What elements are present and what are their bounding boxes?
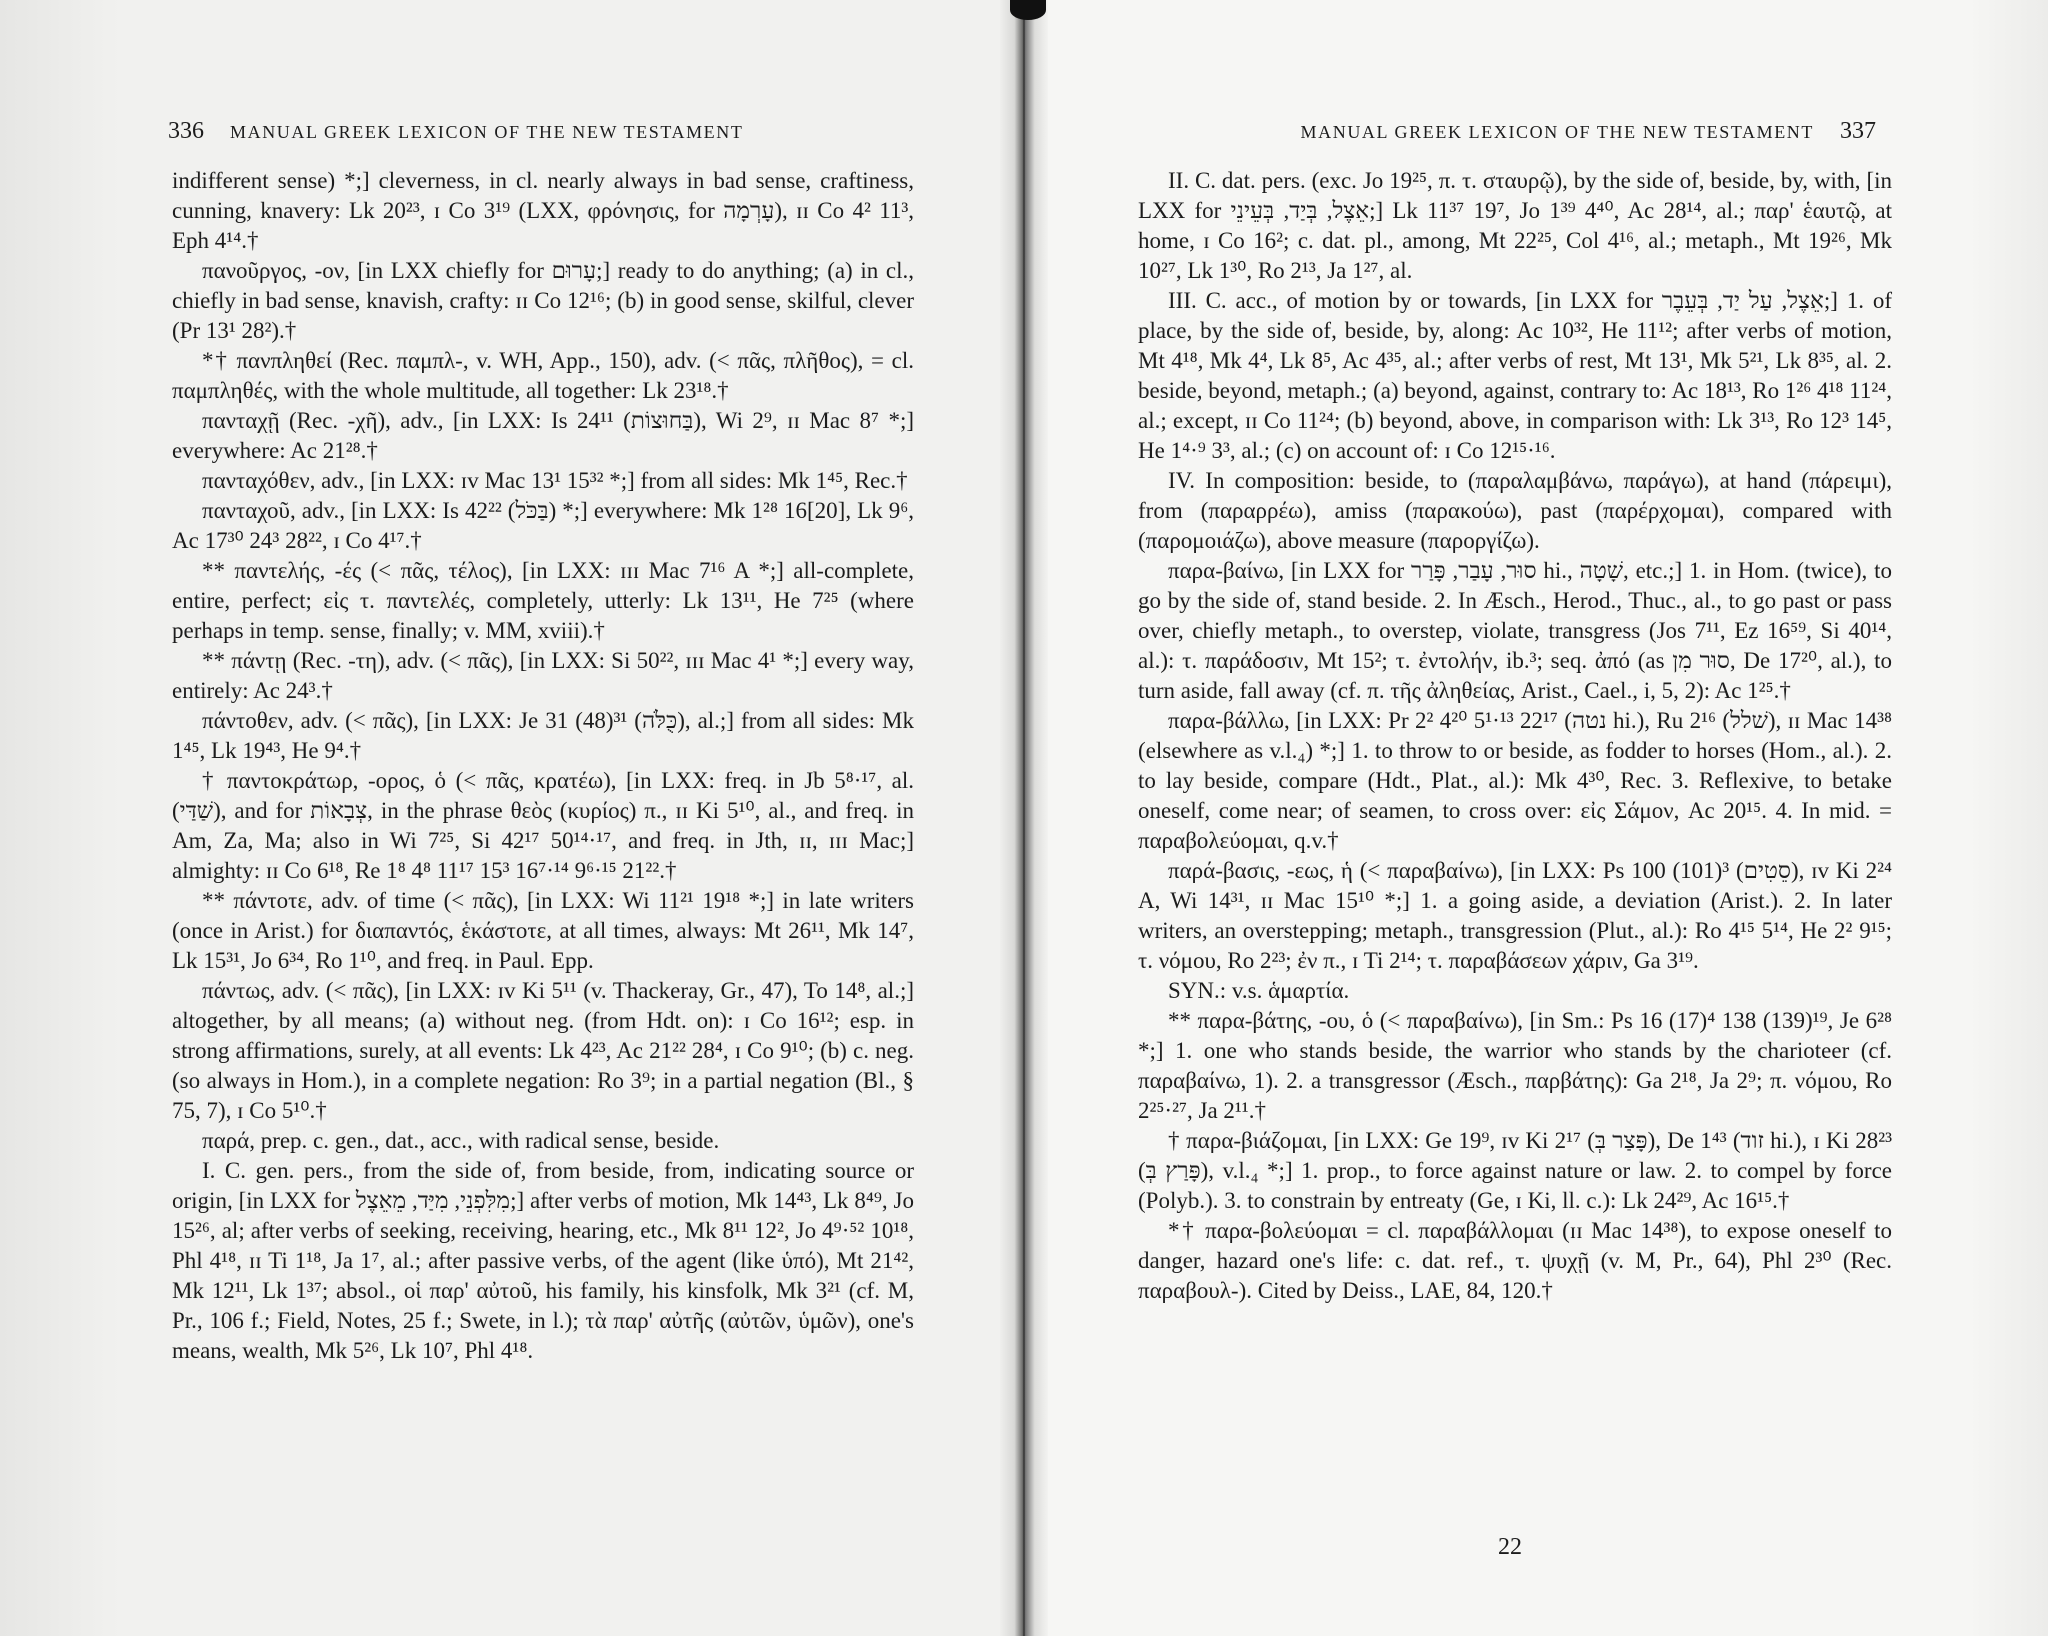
- right-running-head: [1176, 118, 1876, 145]
- lexicon-entry: SYN.: v.s. ἁμαρτία.: [1168, 978, 1350, 1003]
- right-text-column: [1138, 166, 1892, 1306]
- lexicon-entry: πανταχοῦ, adv., [in LXX: Is 42²² (בַּכֹּל) *;] everywhere: Mk 1²⁸ 16[20], Lk 9⁶, Ac 17³⁰ 24³ 28²², ɪ Co 4¹⁷.†: [172, 498, 914, 553]
- lexicon-entry: παρα-βάλλω, [in LXX: Pr 2² 4²⁰ 5¹·¹³ 22¹⁷ (נטה hi.), Ru 2¹⁶ (שׁלל), ɪɪ Mac 14³⁸ (elsewhere as v.l.₄) *;] 1. to throw to or beside, as fodder to horses (Hom., al.). 2. to lay beside, compare (Hdt., Plat., al.): Mk 4³⁰, Rec. 3. Reflexive, to betake oneself, come near; of seamen, to cross over: εἰς Σάμον, Ac 20¹⁵. 4. In mid. = παραβολεύομαι, q.v.†: [1138, 708, 1892, 853]
- lexicon-entry: παρά, prep. c. gen., dat., acc., with radical sense, beside.: [202, 1128, 720, 1153]
- left-text-column: [172, 166, 914, 1366]
- lexicon-entry: † παρα-βιάζομαι, [in LXX: Ge 19⁹, ɪᴠ Ki 2¹⁷ (פָּצַר בְּ), De 1⁴³ (זוד hi.), ɪ Ki 28²³ (פָּרַץ בְּ), v.l.₄ *;] 1. prop., to force against nature or law. 2. to compel by force (Polyb.). 3. to constrain by entreaty (Ge, ɪ Ki, ll. c.): Lk 24²⁹, Ac 16¹⁵.†: [1138, 1128, 1892, 1213]
- lexicon-entry: πάντως, adv. (< πᾶς), [in LXX: ɪᴠ Ki 5¹¹ (v. Thackeray, Gr., 47), To 14⁸, al.;] altogether, by all means; (a) without neg. (from Hdt. on): ɪ Co 16¹²; esp. in strong affirmations, surely, at all events: Lk 4²³, Ac 21²² 28⁴, ɪ Co 9¹⁰; (b) c. neg. (so always in Hom.), in a complete negation: Ro 3⁹; in a partial negation (Bl., § 75, 7), ɪ Co 5¹⁰.†: [172, 978, 914, 1123]
- lexicon-entry: πανοῦργος, -ον, [in LXX chiefly for עָרוּם;] ready to do anything; (a) in cl., chiefly in bad sense, knavish, crafty: ɪɪ Co 12¹⁶; (b) in good sense, skilful, clever (Pr 13¹ 28²).†: [172, 258, 914, 343]
- lexicon-entry: I. C. gen. pers., from the side of, from beside, from, indicating source or origin, [in LXX for מִלִּפְנֵי, מִיַּד, מֵאֵצֶל;] after verbs of motion, Mk 14⁴³, Lk 8⁴⁹, Jo 15²⁶, al; after verbs of seeking, receiving, hearing, etc., Mk 8¹¹ 12², Jo 4⁹·⁵² 10¹⁸, Phl 4¹⁸, ɪɪ Ti 1¹⁸, Ja 1⁷, al.; after passive verbs, of the agent (like ὑπό), Mt 21⁴², Mk 12¹¹, Lk 1³⁷; absol., οἱ παρ' αὐτοῦ, his family, his kinsfolk, Mk 3²¹ (cf. M, Pr., 106 f.; Field, Notes, 25 f.; Swete, in l.); τὰ παρ' αὐτῆς (αὐτῶν, ὑμῶν), one's means, wealth, Mk 5²⁶, Lk 10⁷, Phl 4¹⁸.: [172, 1158, 915, 1363]
- left-page-number: 336: [168, 118, 204, 144]
- page-edge-shadow: [1968, 0, 2048, 1636]
- lexicon-entry: II. C. dat. pers. (exc. Jo 19²⁵, π. τ. σταυρῷ), by the side of, beside, by, with, [in LXX for אֵצֶל, בְּיַד, בְּעֵינֵי;] Lk 11³⁷ 19⁷, Jo 1³⁹ 4⁴⁰, Ac 28¹⁴, al.; παρ' ἑαυτῷ, at home, ɪ Co 16²; c. dat. pl., among, Mt 22²⁵, Col 4¹⁶, al.; metaph., Mt 19²⁶, Mk 10²⁷, Lk 1³⁰, Ro 2¹³, Ja 1²⁷, al.: [1138, 168, 1892, 283]
- lexicon-entry: πάντοθεν, adv. (< πᾶς), [in LXX: Je 31 (48)³¹ (כֻּלֹּה), al.;] from all sides: Mk 1⁴⁵, Lk 19⁴³, He 9⁴.†: [172, 708, 914, 763]
- lexicon-entry: ** πάντοτε, adv. of time (< πᾶς), [in LXX: Wi 11²¹ 19¹⁸ *;] in late writers (once in Arist.) for διαπαντός, ἑκάστοτε, at all times, always: Mt 26¹¹, Mk 14⁷, Lk 15³¹, Jo 6³⁴, Ro 1¹⁰, and freq. in Paul. Epp.: [172, 888, 914, 973]
- gutter-shadow: [1010, 0, 1046, 20]
- left-page: [0, 0, 1020, 1636]
- signature-mark: 22: [1498, 1534, 1522, 1560]
- lexicon-entry: παρα-βαίνω, [in LXX for סוּר, עָבַר, פָּרַר hi., שָׁטָה, etc.;] 1. in Hom. (twice), to go by the side of, stand beside. 2. In Æsch., Herod., Thuc., al., to go past or pass over, chiefly metaph., to overstep, violate, transgress (Jos 7¹¹, Ez 16⁵⁹, Si 40¹⁴, al.): τ. παράδοσιν, Mt 15²; τ. ἐντολήν, ib.³; seq. ἀπό (as סוּר מִן, De 17²⁰, al.), to turn aside, fall away (cf. π. τῆς ἀληθείας, Arist., Cael., i, 5, 2): Ac 1²⁵.†: [1138, 558, 1893, 703]
- lexicon-entry: † παντοκράτωρ, -ορος, ὁ (< πᾶς, κρατέω), [in LXX: freq. in Jb 5⁸·¹⁷, al. (שַׁדַּי), and for צְבָאוֹת, in the phrase θεὸς (κυρίος) π., ɪɪ Ki 5¹⁰, al., and freq. in Am, Za, Ma; also in Wi 7²⁵, Si 42¹⁷ 50¹⁴·¹⁷, and freq. in Jth, ɪɪ, ɪɪɪ Mac;] almighty: ɪɪ Co 6¹⁸, Re 1⁸ 4⁸ 11¹⁷ 15³ 16⁷·¹⁴ 9⁶·¹⁵ 21²².†: [172, 768, 915, 883]
- lexicon-entry: *† πανπληθεί (Rec. παμπλ-, v. WH, App., 150), adv. (< πᾶς, πλῆθος), = cl. παμπληθές, with the whole multitude, all together: Lk 23¹⁸.†: [172, 348, 914, 403]
- lexicon-paragraph: indifferent sense) *;] cleverness, in cl. nearly always in bad sense, craftiness, cunning, knavery: Lk 20²³, ɪ Co 3¹⁹ (LXX, φρόνησις, for עָרְמָה), ɪɪ Co 4² 11³, Eph 4¹⁴.†: [172, 168, 914, 253]
- lexicon-entry: IV. In composition: beside, to (παραλαμβάνω, παράγω), at hand (πάρειμι), from (παραρρέω), amiss (παρακούω), past (παρέρχομαι), compared with (παρομοιάζω), above measure (παροργίζω).: [1138, 468, 1892, 553]
- lexicon-entry: ** παρα-βάτης, -ου, ὁ (< παραβαίνω), [in Sm.: Ps 16 (17)⁴ 138 (139)¹⁹, Je 6²⁸ *;] 1. one who stands beside, the warrior who stands by the charioteer (cf. παραβαίνω, 1). 2. a transgressor (Æsch., παρβάτης): Ga 2¹⁸, Ja 2⁹; π. νόμου, Ro 2²⁵·²⁷, Ja 2¹¹.†: [1138, 1008, 1892, 1123]
- right-page-number: 337: [1840, 118, 1876, 144]
- page-edge-shadow: [0, 0, 120, 1636]
- lexicon-entry: *† παρα-βολεύομαι = cl. παραβάλλομαι (ɪɪ Mac 14³⁸), to expose oneself to danger, hazard one's life: c. dat. ref., τ. ψυχῇ (v. M, Pr., 64), Phl 2³⁰ (Rec. παραβουλ-). Cited by Deiss., LAE, 84, 120.†: [1138, 1218, 1892, 1303]
- left-running-head: [168, 118, 868, 145]
- lexicon-entry: παρά-βασις, -εως, ἡ (< παραβαίνω), [in LXX: Ps 100 (101)³ (סֵטִים), ɪᴠ Ki 2²⁴ A, Wi 14³¹, ɪɪ Mac 15¹⁰ *;] 1. a going aside, a deviation (Arist.). 2. In later writers, an overstepping; metaph., transgression (Plut., al.): Ro 4¹⁵ 5¹⁴, He 2² 9¹⁵; τ. νόμου, Ro 2²³; ἐν π., ɪ Ti 2¹⁴; τ. παραβάσεων χάριν, Ga 3¹⁹.: [1138, 858, 1893, 973]
- lexicon-entry: πανταχῇ (Rec. -χῆ), adv., [in LXX: Is 24¹¹ (בַּחוּצוֹת), Wi 2⁹, ɪɪ Mac 8⁷ *;] everywhere: Ac 21²⁸.†: [172, 408, 915, 463]
- book-gutter: [1000, 0, 1048, 1636]
- left-running-head-text: MANUAL GREEK LEXICON OF THE NEW TESTAMENT: [230, 122, 744, 142]
- lexicon-entry: πανταχόθεν, adv., [in LXX: ɪᴠ Mac 13¹ 15³² *;] from all sides: Mk 1⁴⁵, Rec.†: [202, 468, 908, 493]
- lexicon-entry: III. C. acc., of motion by or towards, [in LXX for אֵצֶל, עַל יַד, בְּעֵבֶר;] 1. of place, by the side of, beside, by, along: Ac 10³², He 11¹²; after verbs of motion, Mt 4¹⁸, Mk 4⁴, Lk 8⁵, Ac 4³⁵, al.; after verbs of rest, Mt 13¹, Mk 5²¹, Lk 8³⁵, al. 2. beside, beyond, metaph.; (a) beyond, against, contrary to: Ac 18¹³, Ro 1²⁶ 4¹⁸ 11²⁴, al.; except, ɪɪ Co 11²⁴; (b) beyond, above, in comparison with: Lk 3¹³, Ro 12³ 14⁵, He 1⁴·⁹ 3³, al.; (c) on account of: ɪ Co 12¹⁵·¹⁶.: [1138, 288, 1892, 463]
- right-running-head-text: MANUAL GREEK LEXICON OF THE NEW TESTAMENT: [1300, 122, 1814, 142]
- lexicon-entry: ** πάντῃ (Rec. -τη), adv. (< πᾶς), [in LXX: Si 50²², ɪɪɪ Mac 4¹ *;] every way, entirely: Ac 24³.†: [172, 648, 914, 703]
- lexicon-entry: ** παντελής, -ές (< πᾶς, τέλος), [in LXX: ɪɪɪ Mac 7¹⁶ A *;] all-complete, entire, perfect; εἰς τ. παντελές, completely, utterly: Lk 13¹¹, He 7²⁵ (where perhaps in temp. sense, finally; v. MM, xviii).†: [172, 558, 914, 643]
